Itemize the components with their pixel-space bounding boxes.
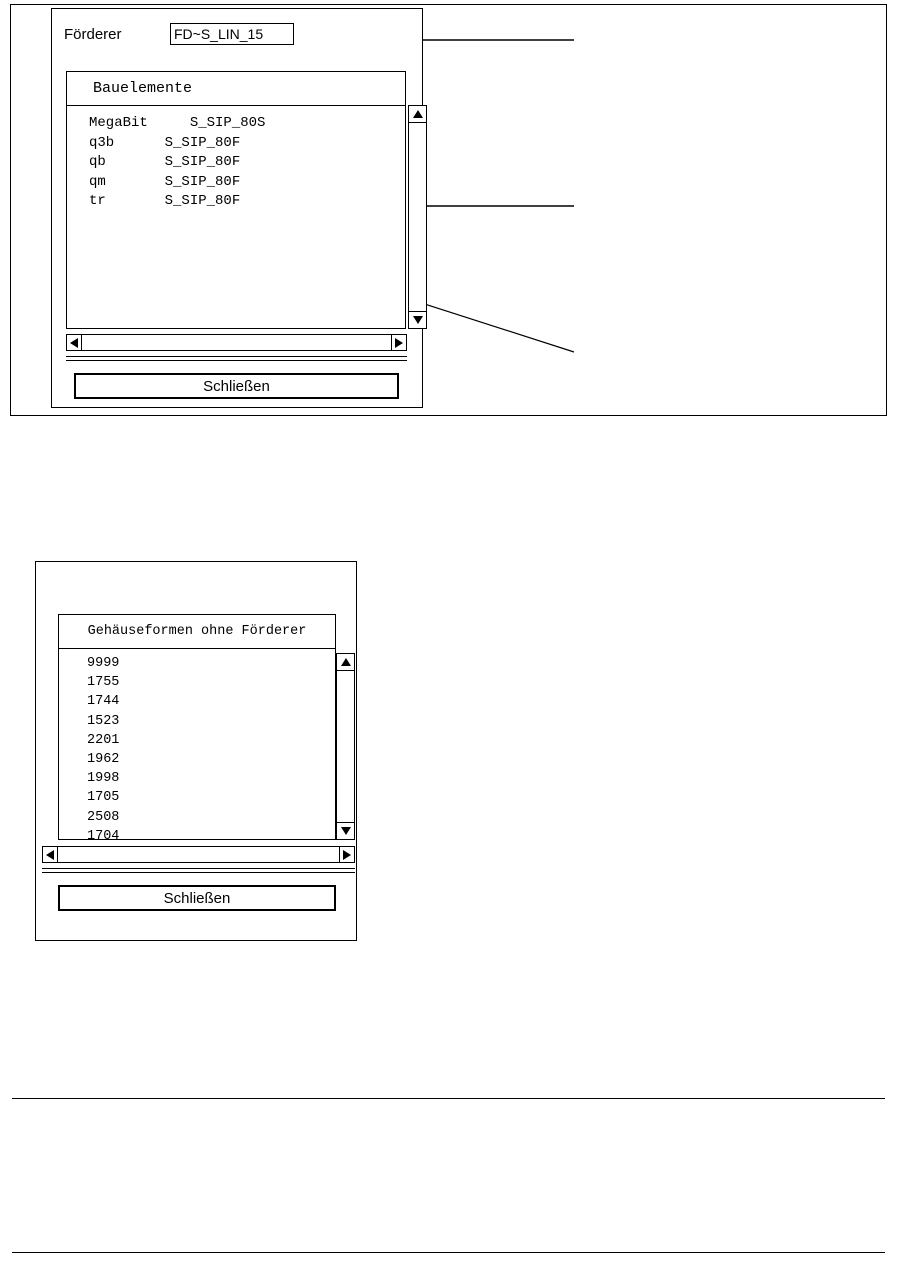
- list-item[interactable]: qm S_SIP_80F: [89, 173, 241, 190]
- foerderer-field-row: [64, 23, 314, 49]
- horizontal-scrollbar[interactable]: [66, 334, 407, 351]
- horizontal-scrollbar[interactable]: [42, 846, 355, 863]
- list-item[interactable]: 1755: [87, 675, 120, 691]
- list-item[interactable]: tr S_SIP_80F: [89, 193, 241, 209]
- foerderer-input[interactable]: [170, 23, 294, 45]
- triangle-down-icon: [341, 827, 351, 835]
- close-button[interactable]: Schließen: [58, 885, 336, 911]
- separator-bar: [66, 356, 407, 361]
- list-item[interactable]: 1704: [87, 828, 120, 839]
- gehaeuseformen-panel-title: Gehäuseformen ohne Förderer: [59, 615, 335, 649]
- triangle-left-icon: [70, 338, 78, 348]
- bauelemente-panel-title: Bauelemente: [67, 72, 405, 106]
- list-item[interactable]: 9999: [87, 656, 120, 671]
- page-rule-bottom: [12, 1252, 885, 1253]
- scroll-down-arrow[interactable]: [409, 311, 426, 328]
- close-button[interactable]: Schließen: [74, 373, 399, 399]
- dialog-gehaeuseformen: [35, 561, 357, 941]
- triangle-down-icon: [413, 316, 423, 324]
- bauelemente-panel: [66, 71, 406, 329]
- gehaeuseformen-panel: [58, 614, 336, 840]
- list-item[interactable]: q3b S_SIP_80F: [89, 134, 241, 151]
- foerderer-label: Förderer: [64, 26, 122, 43]
- triangle-up-icon: [341, 658, 351, 666]
- list-item[interactable]: 1744: [87, 694, 120, 710]
- triangle-up-icon: [413, 110, 423, 118]
- scroll-right-arrow[interactable]: [339, 847, 354, 862]
- vertical-scrollbar[interactable]: [408, 105, 427, 329]
- bauelemente-list[interactable]: [67, 106, 405, 328]
- list-item[interactable]: 1962: [87, 752, 120, 768]
- list-item[interactable]: 1705: [87, 790, 120, 806]
- figure-1-frame: [10, 4, 887, 416]
- list-item[interactable]: 1998: [87, 771, 120, 787]
- separator-bar: [42, 868, 355, 873]
- vertical-scrollbar[interactable]: [336, 653, 355, 840]
- triangle-right-icon: [395, 338, 403, 348]
- scroll-left-arrow[interactable]: [67, 335, 82, 350]
- scroll-up-arrow[interactable]: [409, 106, 426, 123]
- triangle-left-icon: [46, 850, 54, 860]
- scroll-down-arrow[interactable]: [337, 822, 354, 839]
- list-item[interactable]: MegaBit S_SIP_80S: [89, 115, 266, 131]
- page-rule-top: [12, 1098, 885, 1099]
- scroll-left-arrow[interactable]: [43, 847, 58, 862]
- triangle-right-icon: [343, 850, 351, 860]
- list-item[interactable]: 2508: [87, 809, 120, 825]
- dialog-bauelemente: [51, 8, 423, 408]
- scroll-up-arrow[interactable]: [337, 654, 354, 671]
- list-item[interactable]: 2201: [87, 732, 120, 748]
- list-item[interactable]: qb S_SIP_80F: [89, 154, 241, 170]
- scroll-right-arrow[interactable]: [391, 335, 406, 350]
- gehaeuseformen-list[interactable]: [59, 649, 335, 839]
- list-item[interactable]: 1523: [87, 713, 120, 729]
